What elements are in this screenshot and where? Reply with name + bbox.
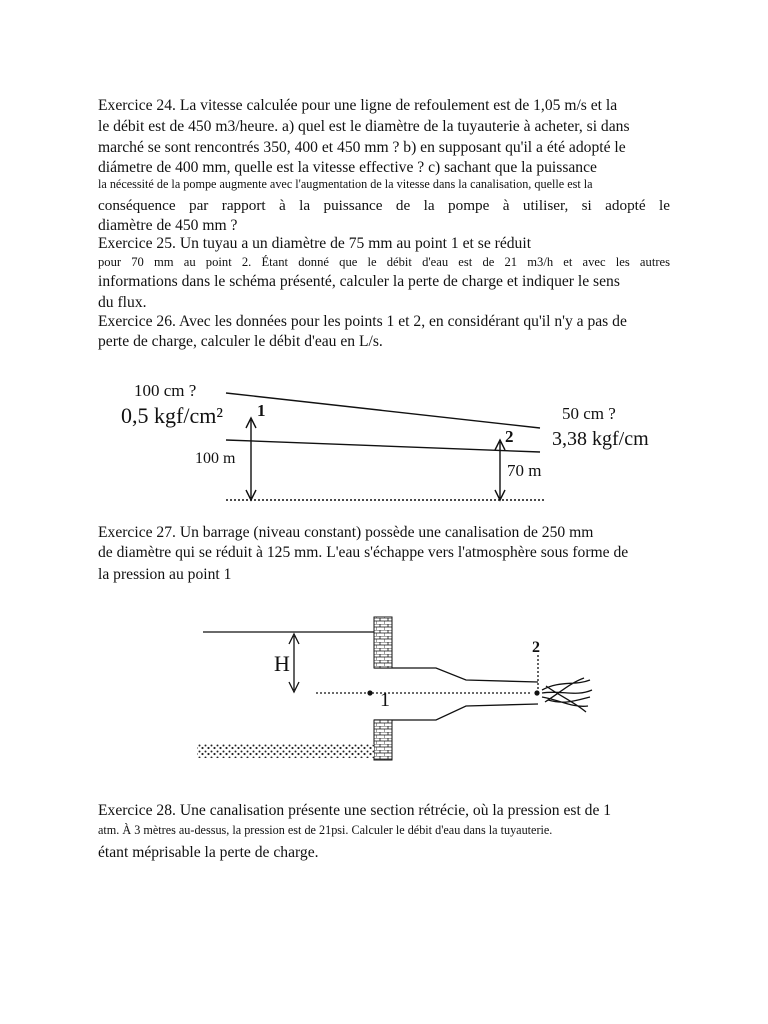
outlet-pipe-top — [374, 668, 538, 682]
fig1-pressure-1: 0,5 kgf/cm² — [121, 403, 223, 428]
pipe-top-edge — [226, 393, 540, 428]
fig1-point-2: 2 — [505, 427, 514, 446]
point-1-dot — [367, 690, 372, 695]
height-arrow-2-top — [495, 440, 505, 450]
ex25-line-3: informations dans le schéma présenté, calculer la perte de charge et indiquer le sens — [98, 273, 620, 290]
ex24-line-3: marché se sont rencontrés 350, 400 et 450 mm ? b) en supposant qu'il a été adopté le — [98, 139, 626, 156]
h-arrow-bottom — [289, 682, 299, 692]
fig1-height-2: 70 m — [507, 461, 542, 480]
ex25-line-2: pour 70 mm au point 2. Étant donné que le débit d'eau est de 21 m3/h et avec les autres — [98, 255, 670, 269]
pipe-bottom-edge — [226, 440, 540, 452]
fig2-point-2: 2 — [532, 639, 540, 656]
ex27-line-3: la pression au point 1 — [98, 566, 232, 583]
fig2-h-label: H — [274, 651, 290, 676]
ex24-line-6: conséquence par rapport à la puissance de la pompe à utiliser, si adopté le — [98, 197, 670, 214]
ex25-line-4: du flux. — [98, 294, 147, 311]
dam-wall-upper — [374, 617, 392, 668]
ex26-line-1: Exercice 26. Avec les données pour les points 1 et 2, en considérant qu'il n'y a pas de — [98, 313, 627, 330]
fig2-point-1: 1 — [380, 689, 390, 711]
ex24-line-4: diámetre de 400 mm, quelle est la vitesse effective ? c) sachant que la puissance — [98, 159, 597, 176]
outlet-pipe-bottom — [374, 704, 538, 720]
ex28-line-1: Exercice 28. Une canalisation présente une section rétrécie, où la pression est de 1 — [98, 802, 612, 819]
ex28-line-3: étant méprisable la perte de charge. — [98, 844, 319, 861]
ground-gravel — [197, 744, 374, 758]
water-jet-lines — [542, 678, 592, 712]
fig1-height-1: 100 m — [195, 450, 236, 467]
fig1-diameter-2: 50 cm ? — [562, 404, 616, 423]
fig1-point-1: 1 — [257, 401, 266, 420]
dam-wall-lower — [374, 720, 392, 760]
point-2-dot — [534, 690, 539, 695]
ex27-line-2: de diamètre qui se réduit à 125 mm. L'eau s'échappe vers l'atmosphère sous forme de — [98, 544, 629, 561]
ex28-line-2: atm. À 3 mètres au-dessus, la pression est de 21psi. Calculer le débit d'eau dans la tuyauterie. — [98, 823, 553, 837]
height-arrow-1-top — [246, 418, 256, 428]
ex24-line-5: la nécessité de la pompe augmente avec l'augmentation de la vitesse dans la canalisation, quelle est la — [98, 177, 593, 191]
ex27-line-1: Exercice 27. Un barrage (niveau constant) possède une canalisation de 250 mm — [98, 524, 594, 541]
height-arrow-2-bottom — [495, 490, 505, 500]
ex24-line-1: Exercice 24. La vitesse calculée pour une ligne de refoulement est de 1,05 m/s et la — [98, 97, 618, 114]
fig1-pressure-2: 3,38 kgf/cm — [552, 428, 649, 450]
fig1-diameter-1: 100 cm ? — [134, 381, 197, 400]
ex26-line-2: perte de charge, calculer le débit d'eau en L/s. — [98, 333, 383, 350]
ex25-line-1: Exercice 25. Un tuyau a un diamètre de 75 mm au point 1 et se réduit — [98, 235, 532, 252]
h-arrow-top — [289, 634, 299, 644]
ex24-line-2: le débit est de 450 m3/heure. a) quel est le diamètre de la tuyauterie à acheter, si dans — [98, 118, 630, 135]
height-arrow-1-bottom — [246, 490, 256, 500]
ex24-line-7: diamètre de 450 mm ? — [98, 217, 238, 234]
